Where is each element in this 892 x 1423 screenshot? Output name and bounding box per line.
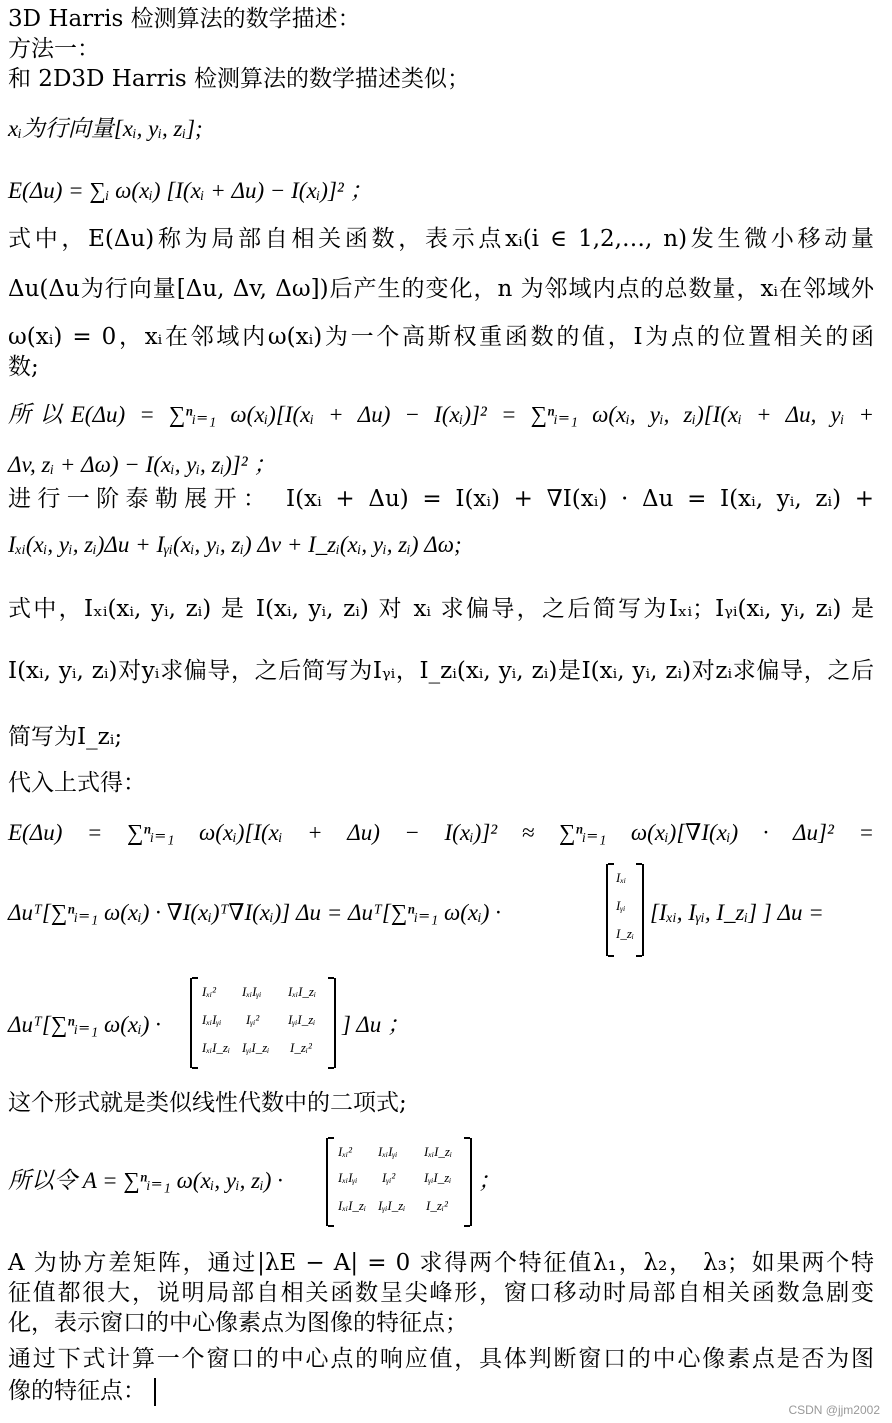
matrix-a [326, 1138, 472, 1226]
matrix-cell: IᵧᵢI_zᵢ [378, 1198, 406, 1213]
text-cursor[interactable] [154, 1378, 156, 1406]
covariance-para-line: 征值都很大，说明局部自相关函数呈尖峰形，窗口移动时局部自相关函数急剧变 [8, 1280, 874, 1306]
quadratic-form-line-tail: [Iₓᵢ, Iᵧᵢ, I_zᵢ] ] Δu = [650, 900, 824, 925]
watermark: CSDN @jjm2002 [788, 1403, 880, 1417]
para-line: 式中，E(Δu)称为局部自相关函数，表示点xᵢ(i ∈ 1,2,…, n)发生微小移动量 [8, 226, 874, 252]
taylor-expansion-line: Iₓᵢ(xᵢ, yᵢ, zᵢ)Δu + Iᵧᵢ(xᵢ, yᵢ, zᵢ) Δv + I_zᵢ(xᵢ, yᵢ, zᵢ) Δω; [8, 532, 462, 557]
matrix-cell: Iₓᵢ² [338, 1144, 352, 1159]
quadratic-form-line-tail: ] Δu ； [342, 1012, 411, 1037]
matrix-a-terminator: ； [478, 1168, 501, 1193]
matrix-a-definition: 所以令 A = ∑ⁿᵢ₌₁ ω(xᵢ, yᵢ, zᵢ) · [8, 1168, 283, 1193]
matrix-cell: Iᵧᵢ² [382, 1170, 396, 1185]
para-line: 数; [8, 354, 39, 380]
gradient-column-vector [606, 864, 644, 956]
matrix-cell: IᵧᵢI_zᵢ [424, 1170, 452, 1185]
approximation-line: E(Δu) = ∑ⁿᵢ₌₁ ω(xᵢ)[I(xᵢ + Δu) − I(xᵢ)]² ≈ ∑ⁿᵢ₌₁ ω(xᵢ)[∇I(xᵢ) · Δu]² = [8, 820, 874, 845]
matrix-cell: IₓᵢIᵧᵢ [202, 1012, 222, 1027]
method-one-label: 方法一： [8, 36, 100, 62]
partial-derivative-line: 式中，Iₓᵢ(xᵢ, yᵢ, zᵢ) 是 I(xᵢ, yᵢ, zᵢ) 对 xᵢ 求偏导，之后简写为Iₓᵢ；Iᵧᵢ(xᵢ, yᵢ, zᵢ) 是 [8, 596, 874, 622]
quadratic-form-line: Δuᵀ[∑ⁿᵢ₌₁ ω(xᵢ) · [8, 1012, 161, 1037]
binomial-note: 这个形式就是类似线性代数中的二项式; [8, 1090, 407, 1116]
matrix-cell: I_zᵢ² [426, 1198, 448, 1213]
matrix-cell: IᵧᵢI_zᵢ [288, 1012, 316, 1027]
matrix-cell: IₓᵢIᵧᵢ [242, 984, 262, 999]
matrix-cell: IᵧᵢI_zᵢ [242, 1040, 270, 1055]
response-para-line: 通过下式计算一个窗口的中心点的响应值，具体判断窗口的中心像素点是否为图 [8, 1346, 874, 1372]
response-para-line: 像的特征点： [8, 1378, 146, 1404]
substitution-label: 代入上式得： [8, 770, 146, 796]
matrix-cell: IₓᵢIᵧᵢ [338, 1170, 358, 1185]
heading-3d-harris: 3D Harris 检测算法的数学描述： [8, 6, 361, 32]
vector-entry: Iₓᵢ [616, 870, 627, 885]
sum-expansion-line: Δv, zᵢ + Δω) − I(xᵢ, yᵢ, zᵢ)]² ； [8, 452, 277, 477]
matrix-cell: IₓᵢI_zᵢ [202, 1040, 231, 1055]
partial-derivative-line: I(xᵢ, yᵢ, zᵢ)对yᵢ求偏导，之后简写为Iᵧᵢ，I_zᵢ(xᵢ, yᵢ, zᵢ)是I(xᵢ, yᵢ, zᵢ)对zᵢ求偏导，之后 [8, 658, 874, 684]
matrix-cell: IₓᵢI_zᵢ [338, 1198, 367, 1213]
matrix-cell: IₓᵢI_zᵢ [288, 984, 317, 999]
row-vector-definition: xᵢ为行向量[xᵢ, yᵢ, zᵢ]; [8, 116, 203, 141]
quadratic-form-line: Δuᵀ[∑ⁿᵢ₌₁ ω(xᵢ) · ∇I(xᵢ)ᵀ∇I(xᵢ)] Δu = Δuᵀ[∑ⁿᵢ₌₁ ω(xᵢ) · [8, 900, 501, 925]
vector-entry: I_zᵢ [616, 926, 634, 941]
matrix-cell: IₓᵢIᵧᵢ [378, 1144, 398, 1159]
structure-matrix [190, 978, 336, 1068]
vector-entry: Iᵧᵢ [616, 898, 626, 913]
matrix-cell: Iₓᵢ² [202, 984, 216, 999]
covariance-para-line: A 为协方差矩阵，通过|λE − A| = 0 求得两个特征值λ₁，λ₂， λ₃；如果两个特 [8, 1250, 874, 1276]
para-line: ω(xᵢ) = 0，xᵢ在邻域内ω(xᵢ)为一个高斯权重函数的值，I为点的位置相关的函 [8, 324, 874, 350]
matrix-cell: Iᵧᵢ² [246, 1012, 260, 1027]
covariance-para-line: 化，表示窗口的中心像素点为图像的特征点； [8, 1310, 468, 1336]
para-line: Δu(Δu为行向量[Δu, Δv, Δω])后产生的变化，n 为邻域内点的总数量，xᵢ在邻域外 [8, 276, 874, 302]
taylor-expansion-line: 进行一阶泰勒展开： I(xᵢ + Δu) = I(xᵢ) + ∇I(xᵢ) · Δu = I(xᵢ, yᵢ, zᵢ) + [8, 486, 874, 512]
energy-formula: E(Δu) = ∑ᵢ ω(xᵢ) [I(xᵢ + Δu) − I(xᵢ)]² ； [8, 178, 373, 203]
matrix-cell: I_zᵢ² [290, 1040, 312, 1055]
matrix-cell: IₓᵢI_zᵢ [424, 1144, 453, 1159]
sum-expansion-line: 所以E(Δu) = ∑ⁿᵢ₌₁ ω(xᵢ)[I(xᵢ + Δu) − I(xᵢ)]² = ∑ⁿᵢ₌₁ ω(xᵢ, yᵢ, zᵢ)[I(xᵢ + Δu, yᵢ + [8, 402, 874, 427]
partial-derivative-line: 简写为I_zᵢ; [8, 724, 123, 750]
intro-line: 和 2D3D Harris 检测算法的数学描述类似； [8, 66, 470, 92]
